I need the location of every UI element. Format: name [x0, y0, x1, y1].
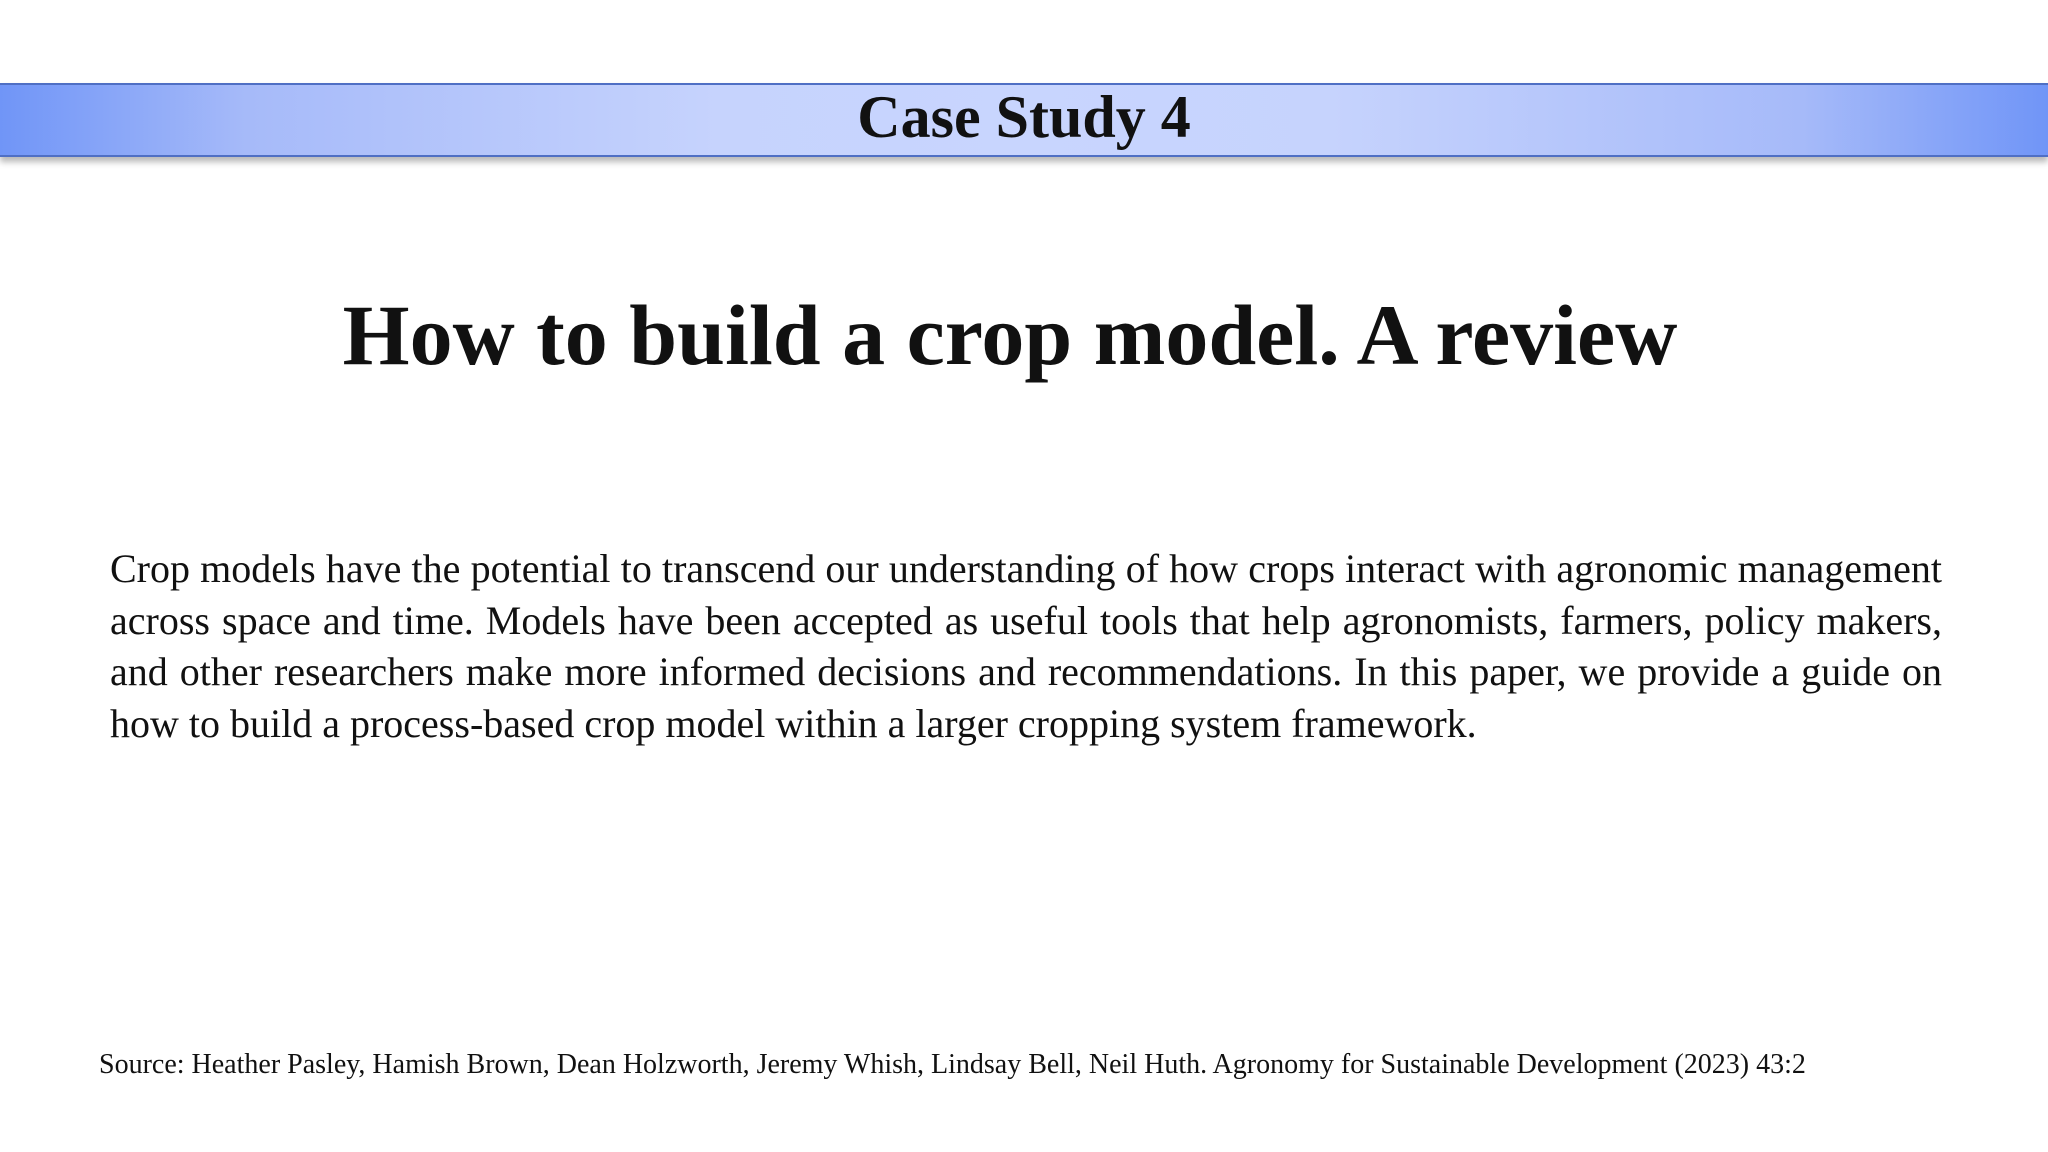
case-study-banner	[0, 83, 2048, 157]
page-title: How to build a crop model. A review	[342, 287, 1678, 383]
banner-title: Case Study 4	[857, 84, 1191, 150]
abstract-paragraph: Crop models have the potential to transcend our understanding of how crops interact with agronomic management across space and time. Models have been accepted as useful tools that help agronomists, farmers, policy makers, and other researchers make more informed decisions and recommendations. In this paper, we provide a guide on how to build a process-based crop model within a larger cropping system framework.	[110, 546, 1942, 746]
source-citation: Source: Heather Pasley, Hamish Brown, Dean Holzworth, Jeremy Whish, Lindsay Bell, Neil Huth. Agronomy for Sustainable Development (2023) 43:2	[99, 1049, 1806, 1080]
